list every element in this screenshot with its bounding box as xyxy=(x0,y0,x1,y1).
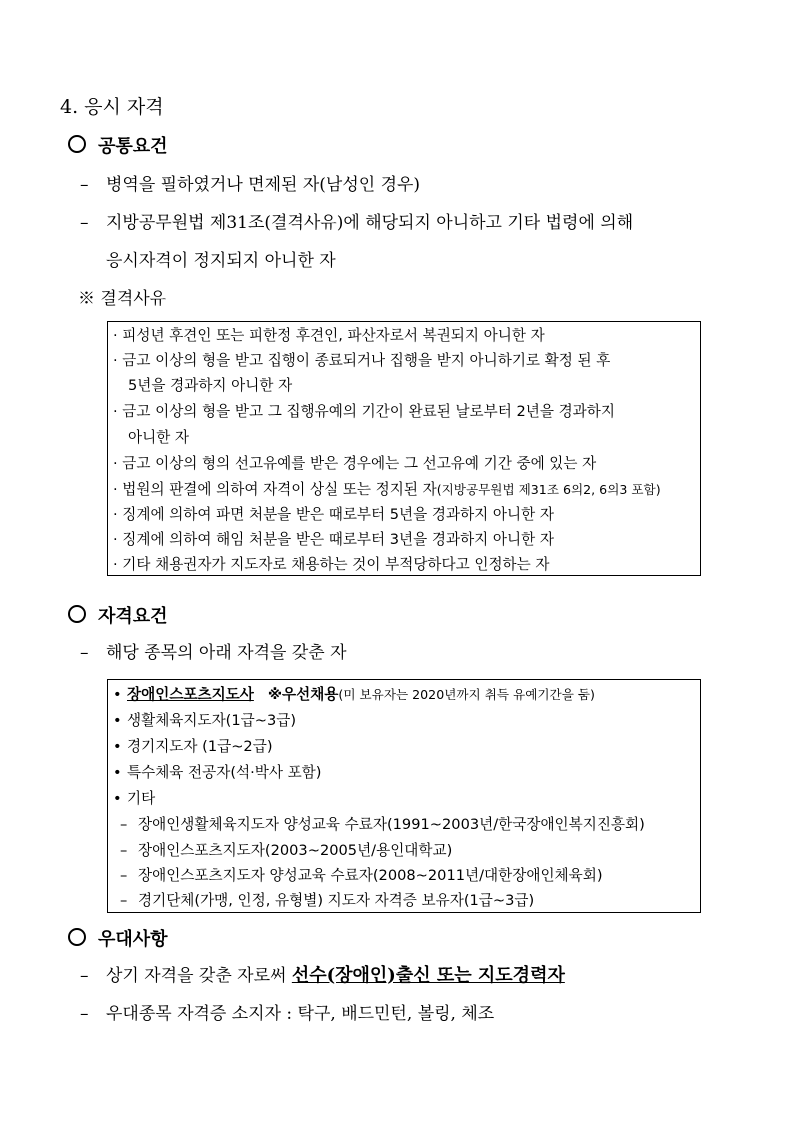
qualification-list-item-5 xyxy=(113,787,155,808)
qualification-text: 특수체육 전공자(석·박사 포함) xyxy=(127,764,322,781)
common-item-1 xyxy=(80,170,420,195)
disq-line: · 기타 채용권자가 지도자로 채용하는 것이 부적당하다고 인정하는 자 xyxy=(113,556,550,573)
qualification-sub-text: 장애인스포츠지도자 양성교육 수료자(2008~2011년/대한장애인체육회) xyxy=(138,867,603,884)
dash-icon: – xyxy=(80,643,89,663)
qualification-sub-item xyxy=(120,839,452,860)
qualification-main: 장애인스포츠지도사 xyxy=(127,686,254,703)
bullet-icon: • xyxy=(113,764,122,781)
qualification-sub-item xyxy=(120,864,603,885)
disq-line: 5년을 경과하지 아니한 자 xyxy=(128,377,293,394)
common-requirements-title xyxy=(68,132,168,158)
qualification-text: 경기지도자 (1급~2급) xyxy=(127,738,273,755)
disq-line: · 피성년 후견인 또는 피한정 후견인, 파산자로서 복권되지 아니한 자 xyxy=(113,327,545,344)
qualification-list-item-1 xyxy=(113,683,595,704)
qualification-text: 생활체육지도자(1급~3급) xyxy=(127,712,297,729)
qualification-sub-text: 장애인생활체육지도자 양성교육 수료자(1991~2003년/한국장애인복지진흥회) xyxy=(138,816,645,833)
dash-icon: – xyxy=(120,892,128,909)
priority-hiring-label: ※우선채용 xyxy=(267,686,339,703)
qualification-list-item-3 xyxy=(113,735,273,756)
preference-text: 상기 자격을 갖춘 자로써 xyxy=(106,966,292,986)
common-item-text: 병역을 필하였거나 면제된 자(남성인 경우) xyxy=(106,175,421,195)
qualification-title xyxy=(68,602,168,628)
qualification-sub-item xyxy=(120,813,645,834)
qualification-list-item-2 xyxy=(113,709,296,730)
circle-bullet-icon xyxy=(68,605,86,623)
preference-title-text: 우대사항 xyxy=(98,929,168,950)
qualification-list-item-4 xyxy=(113,761,321,782)
qualification-item-text: 해당 종목의 아래 자격을 갖춘 자 xyxy=(106,643,347,663)
common-title-text: 공통요건 xyxy=(98,136,168,157)
dash-icon: – xyxy=(120,842,128,859)
dash-icon: – xyxy=(80,1004,89,1024)
qualification-title-text: 자격요건 xyxy=(98,606,168,627)
disq-line: · 금고 이상의 형을 받고 집행이 종료되거나 집행을 받지 아니하기로 확정 된 후 xyxy=(113,352,611,369)
qualification-sub-text: 경기단체(가맹, 인정, 유형별) 지도자 자격증 보유자(1급~3급) xyxy=(138,892,535,909)
disqualification-note-label: ※ 결격사유 xyxy=(78,289,167,309)
circle-bullet-icon xyxy=(68,135,86,153)
dash-icon: – xyxy=(120,816,128,833)
dash-icon: – xyxy=(120,867,128,884)
disq-line: · 징계에 의하여 해임 처분을 받은 때로부터 3년을 경과하지 아니한 자 xyxy=(113,531,554,548)
disq-line: · 금고 이상의 형의 선고유예를 받은 경우에는 그 선고유예 기간 중에 있는 자 xyxy=(113,455,597,472)
preference-title xyxy=(68,925,168,951)
qualification-text: 기타 xyxy=(127,790,156,807)
qualification-sub-text: 장애인스포츠지도자(2003~2005년/용인대학교) xyxy=(138,842,453,859)
qualification-item xyxy=(80,638,347,663)
disq-line-court xyxy=(113,478,661,499)
section-heading: 4. 응시 자격 xyxy=(60,96,164,118)
dash-icon: – xyxy=(80,175,89,195)
preference-item-2 xyxy=(80,999,494,1024)
bullet-icon: • xyxy=(113,738,122,755)
dash-icon: – xyxy=(80,966,89,986)
bullet-icon: • xyxy=(113,712,122,729)
qualification-sub-item xyxy=(120,889,534,910)
preference-emphasis: 선수(장애인)출신 또는 지도경력자 xyxy=(291,965,565,986)
preference-item-1 xyxy=(80,961,565,987)
circle-bullet-icon xyxy=(68,928,86,946)
qualification-grace-note: (미 보유자는 2020년까지 취득 유예기간을 둠) xyxy=(338,687,595,702)
common-item-text: 지방공무원법 제31조(결격사유)에 해당되지 아니하고 기타 법령에 의해 xyxy=(106,213,634,233)
dash-icon: – xyxy=(80,213,89,233)
bullet-icon: • xyxy=(113,686,122,703)
common-item-2-cont: 응시자격이 정지되지 아니한 자 xyxy=(106,251,336,271)
bullet-icon: • xyxy=(113,790,122,807)
common-item-2 xyxy=(80,208,633,233)
disq-line: · 금고 이상의 형을 받고 그 집행유예의 기간이 완료된 날로부터 2년을 경과하지 xyxy=(113,403,615,420)
disq-line: · 징계에 의하여 파면 처분을 받은 때로부터 5년을 경과하지 아니한 자 xyxy=(113,506,554,523)
disq-line-text: · 법원의 판결에 의하여 자격이 상실 또는 정지된 자 xyxy=(113,481,437,498)
disq-line-small: (지방공무원법 제31조 6의2, 6의3 포함) xyxy=(436,482,661,497)
preference-text: 우대종목 자격증 소지자 : 탁구, 배드민턴, 볼링, 체조 xyxy=(106,1004,495,1024)
disq-line: 아니한 자 xyxy=(128,429,190,446)
